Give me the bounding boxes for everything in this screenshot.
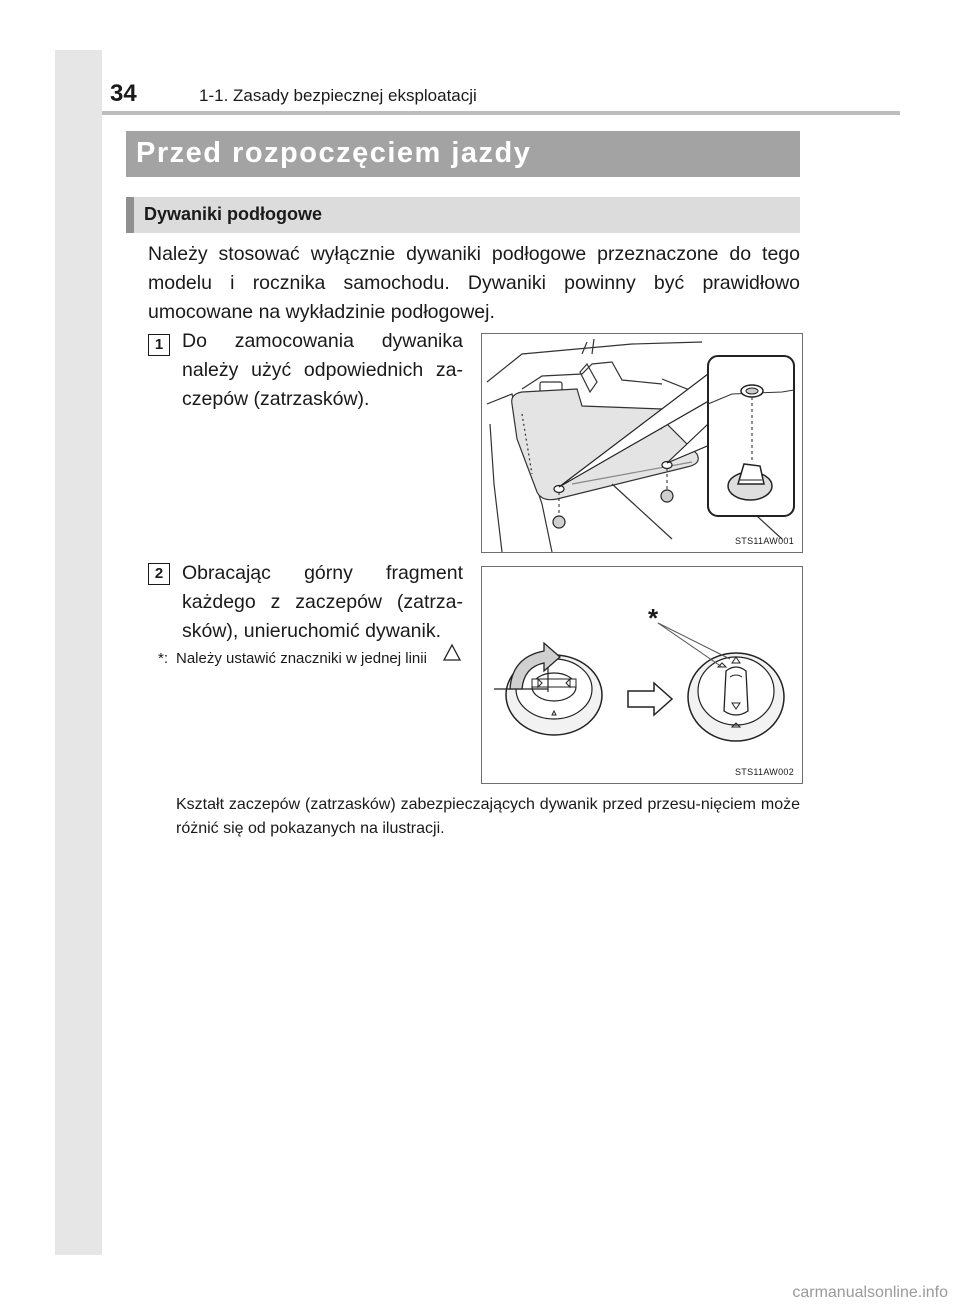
watermark: carmanualsonline.info	[792, 1284, 948, 1301]
hook-rotation-illustration	[482, 567, 802, 783]
step-1-badge: 1	[148, 334, 170, 356]
step-2-text: Obracając górny fragment każdego z zaczepów (zatrza-sków), unieruchomić dywanik.	[182, 562, 463, 642]
side-tab-band	[55, 50, 102, 1255]
figure-code: STS11AW002	[734, 767, 794, 777]
floor-mat-illustration	[482, 334, 802, 552]
step-2-badge: 2	[148, 563, 170, 585]
section-heading-bar	[126, 197, 800, 233]
step-1-text: Do zamocowania dywanika należy użyć odpowiednich za-czepów (zatrzasków).	[182, 330, 463, 410]
figure-floor-mat-hooks	[481, 333, 803, 553]
chapter-heading: 1-1. Zasady bezpiecznej eksploatacji	[199, 86, 477, 105]
section-accent	[126, 197, 134, 233]
page-title: Przed rozpoczęciem jazdy	[136, 137, 532, 169]
triangle-outline-icon	[442, 643, 462, 669]
footnote: Kształt zaczepów (zatrzasków) zabezpieczających dywanik przed przesu-nięciem może różnić się od pokazanych na ilustracji.	[176, 796, 800, 837]
header-divider	[102, 111, 900, 115]
figure-marker: *	[648, 603, 659, 633]
section-heading: Dywaniki podłogowe	[144, 204, 323, 224]
figure-code: STS11AW001	[734, 536, 794, 546]
note-marker: *:	[158, 650, 169, 667]
figure-hook-rotation	[481, 566, 803, 784]
note-text-content: Należy ustawić znaczniki w jednej linii	[176, 650, 427, 667]
page-title-bar	[126, 131, 800, 177]
intro-paragraph: Należy stosować wyłącznie dywaniki podłogowe przeznaczone do tego modelu i rocznika samochodu. Dywaniki powinny być prawidłowo umocowane na wykładzinie podłogowej.	[148, 243, 800, 323]
note-text	[176, 648, 476, 669]
page-number: 34	[110, 80, 137, 107]
